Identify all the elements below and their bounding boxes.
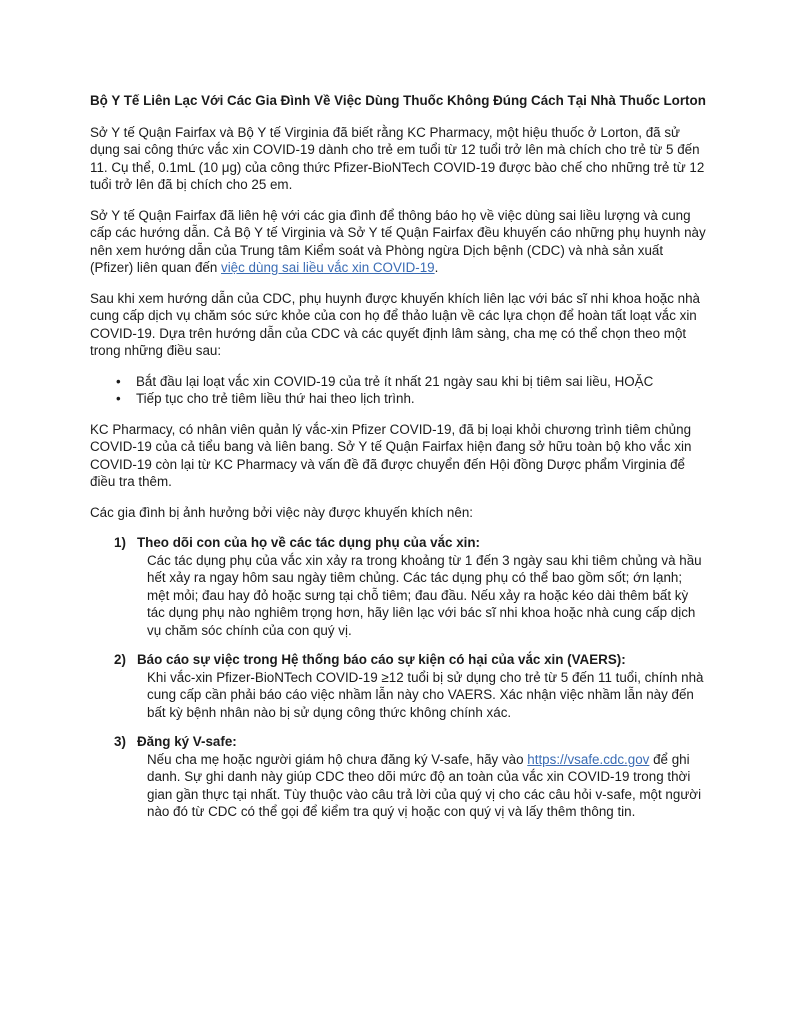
item-3-heading: Đăng ký V-safe: <box>137 734 237 749</box>
item-3-body <box>147 751 706 821</box>
item-1-body: Các tác dụng phụ của vắc xin xảy ra trong khoảng từ 1 đến 3 ngày sau khi tiêm chủng và hầu hết xảy ra ngay hôm sau ngày tiêm chủng. Các tác dụng phụ có thể bao gồm sốt; ớn lạnh; mệt mỏi; đau hay đỏ hoặc sưng tại chỗ tiêm; đau đầu. Nếu xảy ra hoặc kéo dài thêm bất kỳ tác dụng phụ nào nghiêm trọng hơn, hãy liên lạc với bác sĩ nhi khoa hoặc nhà cung cấp dịch vụ chăm sóc chính của con quý vị. <box>147 552 702 638</box>
document-content <box>90 92 706 833</box>
document-title: Bộ Y Tế Liên Lạc Với Các Gia Đình Về Việc Dùng Thuốc Không Đúng Cách Tại Nhà Thuốc Lorton <box>90 93 706 108</box>
bullet-2-text: Tiếp tục cho trẻ tiêm liều thứ hai theo lịch trình. <box>136 391 415 406</box>
bullet-icon: • <box>116 391 121 406</box>
dosing-error-link[interactable]: việc dùng sai liều vắc xin COVID-19 <box>221 260 435 275</box>
paragraph-3: Sau khi xem hướng dẫn của CDC, phụ huynh được khuyến khích liên lạc với bác sĩ nhi khoa hoặc nhà cung cấp dịch vụ chăm sóc sức khỏe của con họ để thảo luận về các lựa chọn để hoàn tất loạt vắc xin COVID-19. Dựa trên hướng dẫn của CDC và các quyết định lâm sàng, cha mẹ có thể chọn theo một trong những điều sau: <box>90 290 700 358</box>
paragraph-2-text: Sở Y tế Quận Fairfax đã liên hệ với các gia đình để thông báo họ về việc dùng sai liều lượng và cung cấp các hướng dẫn. Cả Bộ Y tế Virginia và Sở Y tế Quận Fairfax đều khuyến cáo những phụ huynh này nên xem hướng dẫn của Trung tâm Kiểm soát và Phòng ngừa Dịch bệnh (CDC) và nhà sản xuất (Pfizer) liên quan đến <box>90 207 706 275</box>
bullet-1-text: Bắt đầu lại loạt vắc xin COVID-19 của trẻ ít nhất 21 ngày sau khi bị tiêm sai liều, HOẶC <box>136 373 654 389</box>
list-item <box>90 390 706 408</box>
item-2-marker: 2) <box>114 652 126 667</box>
item-3-body-text: Nếu cha mẹ hoặc người giám hộ chưa đăng ký V-safe, hãy vào <box>147 751 528 767</box>
bullet-icon: • <box>116 373 121 389</box>
numbered-item-3 <box>90 733 706 821</box>
paragraph-2 <box>90 207 706 277</box>
numbered-item-2 <box>90 651 706 721</box>
vsafe-link[interactable]: https://vsafe.cdc.gov <box>527 751 650 767</box>
paragraph-2-period: . <box>434 260 439 275</box>
item-3-marker: 3) <box>114 734 126 749</box>
paragraph-1: Sở Y tế Quận Fairfax và Bộ Y tế Virginia đã biết rằng KC Pharmacy, một hiệu thuốc ở Lorton, đã sử dụng sai công thức vắc xin COVID-19 dành cho trẻ em tuổi từ 12 tuổi trở lên mà chích cho trẻ từ 5 đến 11. Cụ thể, 0.1mL (10 μg) của công thức Pfizer-BioNTech COVID-19 được bào chế cho những trẻ từ 12 tuổi trở lên đã bị chích cho 25 em. <box>90 124 705 192</box>
item-1-marker: 1) <box>114 535 126 550</box>
paragraph-4: KC Pharmacy, có nhân viên quản lý vắc-xin Pfizer COVID-19, đã bị loại khỏi chương trình tiêm chủng COVID-19 của cả tiểu bang và liên bang. Sở Y tế Quận Fairfax hiện đang sở hữu toàn bộ kho vắc xin COVID-19 còn lại từ KC Pharmacy và vấn đề đã được chuyển đến Hội đồng Dược phẩm Virginia để điều tra thêm. <box>90 421 692 489</box>
numbered-item-1 <box>90 534 706 639</box>
item-2-body: Khi vắc-xin Pfizer-BioNTech COVID-19 ≥12 tuổi bị sử dụng cho trẻ từ 5 đến 11 tuổi, chính nhà cung cấp cần phải báo cáo việc nhầm lẫn này cho VAERS. Xác nhận việc nhầm lẫn này đến bất kỳ bệnh nhân nào bị sử dụng công thức không chính xác. <box>147 669 704 720</box>
options-bullet-list <box>90 373 706 408</box>
list-item <box>90 373 706 391</box>
item-2-heading: Báo cáo sự việc trong Hệ thống báo cáo sự kiện có hại của vắc xin (VAERS): <box>137 652 626 667</box>
paragraph-5: Các gia đình bị ảnh hưởng bởi việc này được khuyến khích nên: <box>90 504 473 520</box>
item-3-body-text-end: để ghi danh. Sự ghi danh này giúp CDC theo dõi mức độ an toàn của vắc xin COVID-19 trong thời gian gần thực tại nhất. Tùy thuộc vào câu trả lời của quý vị cho các câu hỏi v-safe, một người nào đó từ CDC có thể gọi để kiểm tra quý vị hoặc con quý vị và lấy thêm thông tin. <box>147 751 702 819</box>
item-1-heading: Theo dõi con của họ về các tác dụng phụ của vắc xin: <box>137 535 481 550</box>
